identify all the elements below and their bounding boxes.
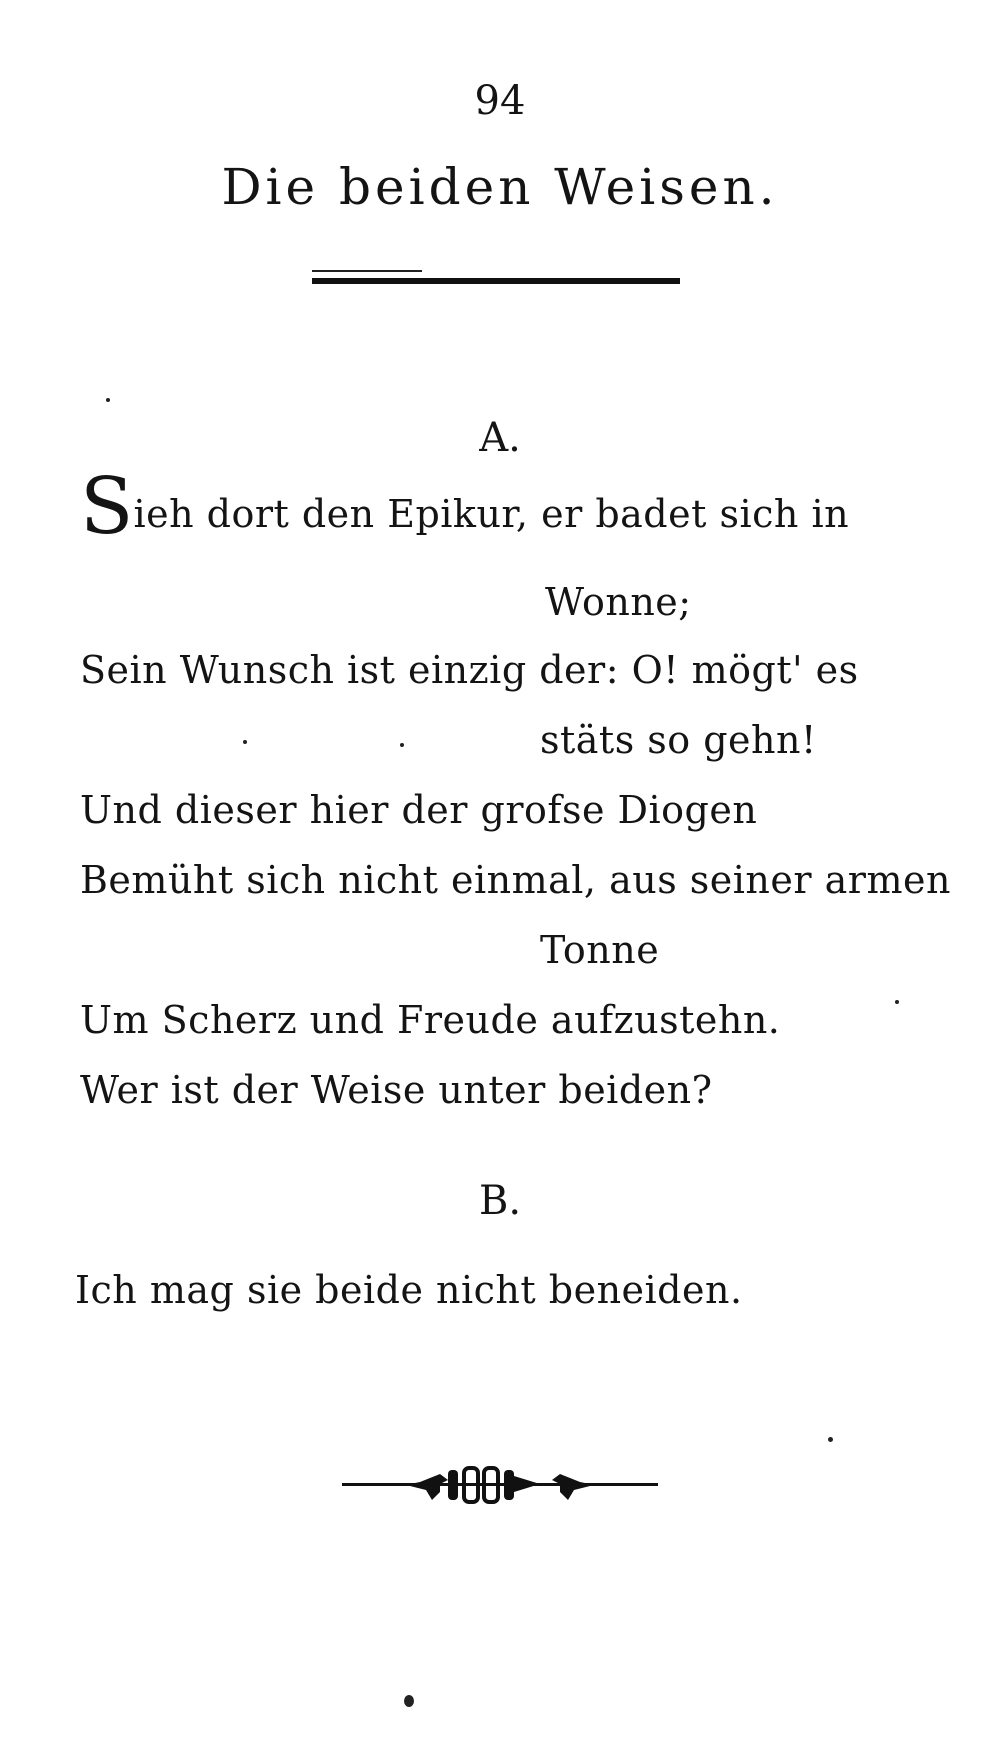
drop-cap: S [80,462,134,552]
ink-speck [404,1695,414,1707]
verse-line-continuation: stäts so gehn! [540,718,817,762]
verse-line-5: Um Scherz und Freude aufzustehn. [80,998,781,1042]
title-rule-thin [312,270,422,272]
poem-title: Die beiden Weisen. [221,158,779,216]
verse-line-7: Ich mag sie beide nicht beneiden. [75,1268,743,1312]
verse-line-6: Wer ist der Weise unter beiden? [80,1068,713,1112]
verse-line-continuation: Wonne; [545,580,692,624]
ink-speck [243,740,247,744]
verse-line-2: Sein Wunsch ist einzig der: O! mögt' es [80,648,859,692]
ink-speck [895,1000,899,1004]
section-heading-a: A. [479,415,521,461]
verse-line-1 [80,462,850,552]
ink-speck [400,743,404,747]
ink-speck [828,1437,833,1442]
verse-line-text: ieh dort den Epikur, er badet sich in [133,492,850,536]
verse-line-continuation: Tonne [540,928,660,972]
section-heading-b: B. [478,1178,522,1224]
ornament-tailpiece-icon [340,1452,660,1512]
ink-speck [106,398,110,402]
verse-line-3: Und dieser hier der grofse Diogen [80,788,758,832]
title-rule [312,278,680,284]
page-number: 94 [474,78,526,124]
verse-line-4: Bemüht sich nicht einmal, aus seiner armen [80,858,951,902]
